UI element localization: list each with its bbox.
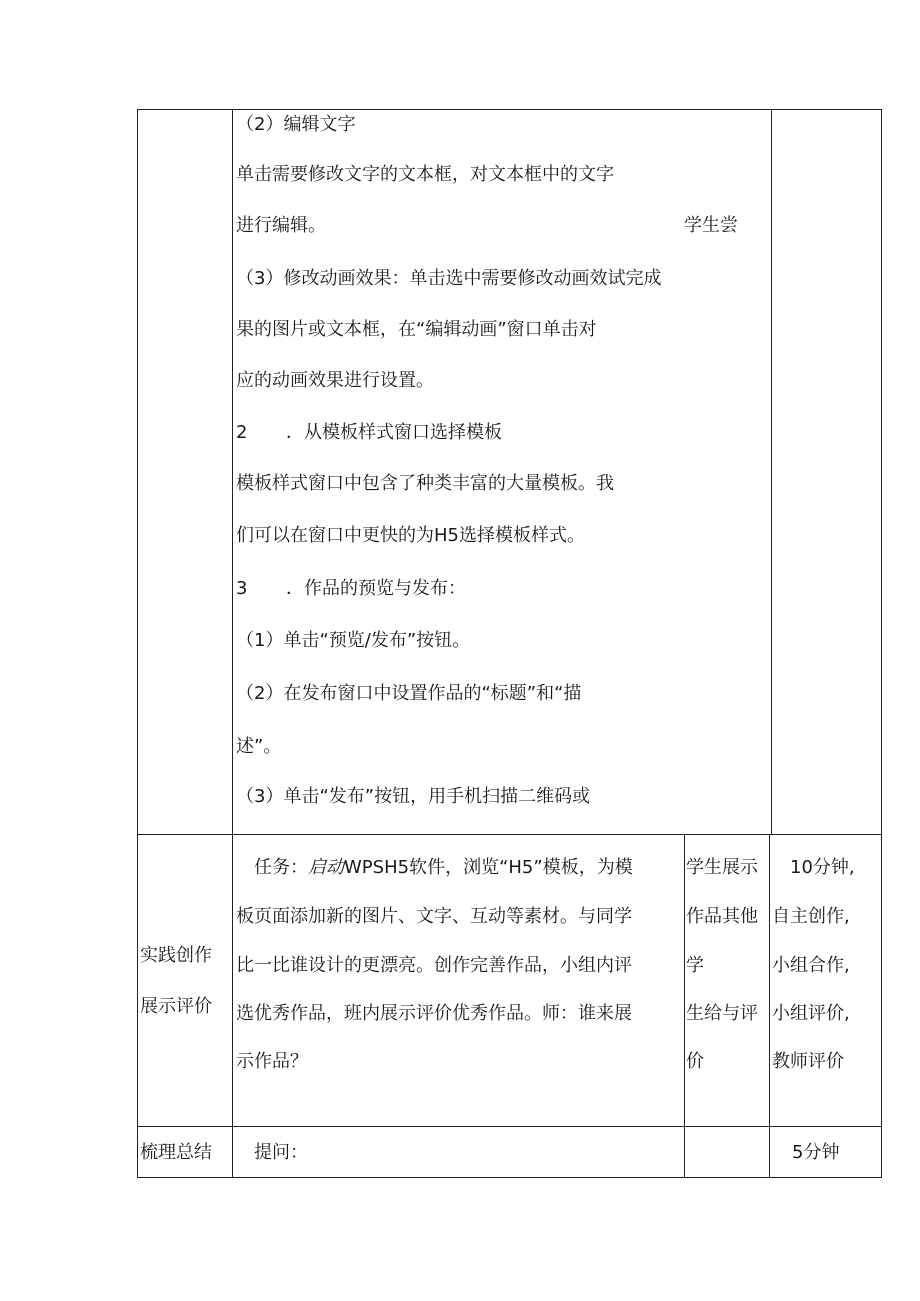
task-line — [254, 856, 633, 880]
student-activity: 作品其他 — [686, 906, 758, 927]
side-note: 学生尝 — [684, 215, 738, 236]
column-divider-1 — [232, 109, 233, 1178]
table-bottom-border — [137, 1177, 882, 1178]
task-line: 比一比谁设计的更漂亮。创作完善作品，小组内评 — [236, 955, 632, 976]
column-divider-2-bottom — [684, 834, 685, 1178]
row1-line: 们可以在窗口中更快的为H5选择模板样式。 — [236, 525, 585, 546]
task-text: WPSH5软件，浏览“H5”模板，为模 — [344, 857, 633, 878]
row1-line: （2）在发布窗口中设置作品的“标题”和“描 — [236, 683, 582, 704]
student-activity: 学 — [686, 955, 704, 976]
time-cell: 10分钟, — [790, 857, 855, 878]
section-label: 展示评价 — [140, 996, 212, 1017]
column-divider-3 — [769, 834, 770, 1178]
task-line: 示作品？ — [236, 1051, 308, 1072]
row1-line: 述”。 — [236, 736, 282, 757]
row1-line: 进行编辑。 — [236, 215, 326, 236]
row1-line: 模板样式窗口中包含了种类丰富的大量模板。我 — [236, 473, 614, 494]
time-cell: 小组评价, — [772, 1003, 850, 1024]
section-label: 实践创作 — [140, 945, 212, 966]
row1-line: （3）修改动画效果：单击选中需要修改动画效试完成 — [236, 268, 662, 289]
row1-line: ．从模板样式窗口选择模板 — [286, 422, 502, 443]
row1-line: 应的动画效果进行设置。 — [236, 370, 434, 391]
task-line: 选优秀作品，班内展示评价优秀作品。师：谁来展 — [236, 1003, 632, 1024]
task-italic-word: 启动 — [308, 857, 344, 878]
row1-line: （2）编辑文字 — [236, 114, 356, 135]
list-number: 3 — [236, 578, 248, 599]
row1-line: （3）单击“发布”按钮，用手机扫描二维码或 — [236, 786, 591, 807]
table-left-border — [137, 109, 138, 1178]
row1-line: ．作品的预览与发布： — [286, 578, 466, 599]
student-activity: 价 — [686, 1051, 704, 1072]
student-activity: 生给与评 — [686, 1003, 758, 1024]
table-right-border — [881, 109, 882, 1178]
row1-line: 果的图片或文本框，在“编辑动画”窗口单击对 — [236, 319, 597, 340]
time-cell: 教师评价 — [772, 1051, 844, 1072]
row1-line: 单击需要修改文字的文本框，对文本框中的文字 — [236, 164, 614, 185]
question-text: 提问： — [254, 1142, 308, 1163]
time-cell: 小组合作, — [772, 955, 850, 976]
row-divider-2 — [137, 1126, 882, 1127]
student-activity: 学生展示 — [686, 857, 758, 878]
task-prefix: 任务： — [254, 857, 308, 878]
list-number: 2 — [236, 422, 248, 443]
column-divider-2-top — [771, 109, 772, 835]
time-cell: 5分钟 — [792, 1142, 840, 1163]
section-label: 梳理总结 — [140, 1142, 212, 1163]
time-cell: 自主创作, — [772, 906, 850, 927]
task-line: 板页面添加新的图片、文字、互动等素材。与同学 — [236, 906, 632, 927]
row1-line: （1）单击“预览/发布”按钮。 — [236, 630, 471, 651]
